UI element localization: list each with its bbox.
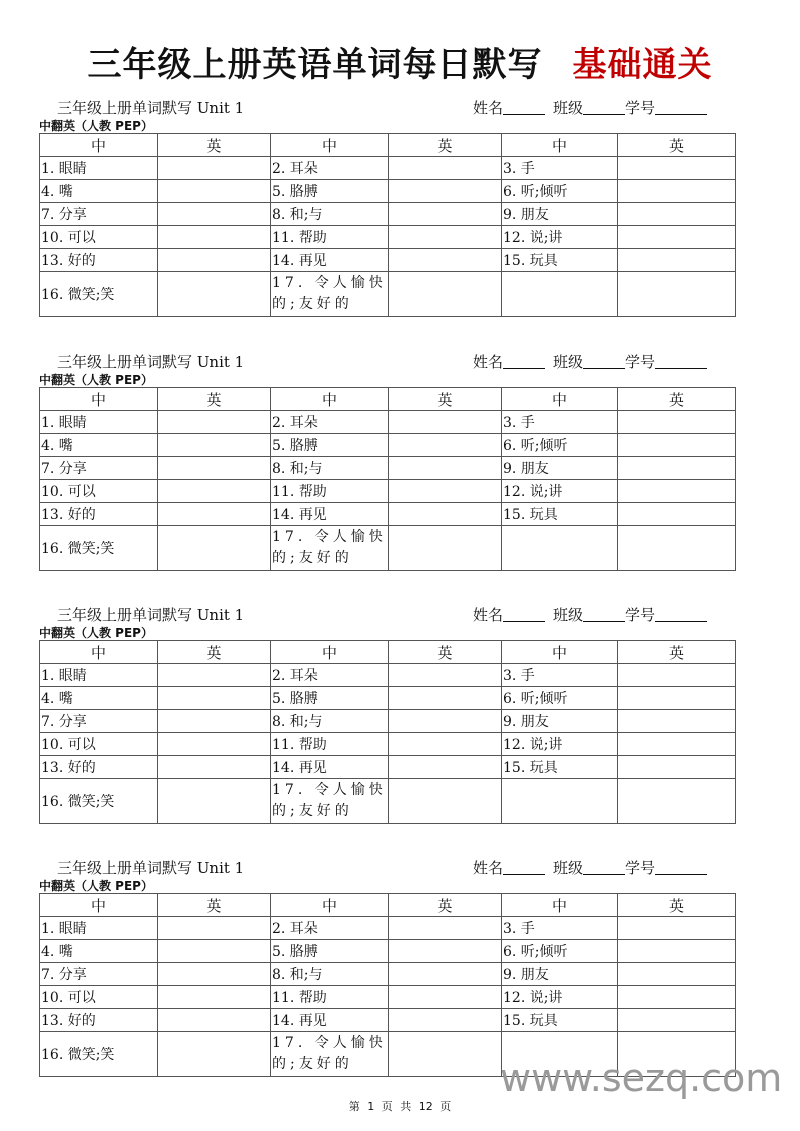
chinese-word-cell: 1. 眼睛 <box>40 917 158 940</box>
chinese-word-cell: 1. 眼睛 <box>40 157 158 180</box>
table-row <box>40 664 736 687</box>
page-title-main: 三年级上册英语单词每日默写 <box>87 45 543 85</box>
chinese-word-cell: 3. 手 <box>502 664 618 687</box>
english-answer-cell[interactable] <box>618 940 736 963</box>
english-answer-cell[interactable] <box>158 1009 271 1032</box>
class-field[interactable] <box>583 100 625 115</box>
chinese-word-cell: 14. 再见 <box>271 503 389 526</box>
english-answer-cell[interactable] <box>618 411 736 434</box>
table-row <box>40 687 736 710</box>
chinese-word-cell: 8. 和;与 <box>271 710 389 733</box>
table-row <box>40 756 736 779</box>
chinese-word-cell: 4. 嘴 <box>40 180 158 203</box>
chinese-word-cell: 15. 玩具 <box>502 503 618 526</box>
chinese-word-cell: 16. 微笑;笑 <box>40 779 158 824</box>
class-label: 班级 <box>553 99 584 117</box>
chinese-word-cell: 12. 说;讲 <box>502 986 618 1009</box>
chinese-word-cell: 14. 再见 <box>271 1009 389 1032</box>
chinese-word-cell: 7. 分享 <box>40 457 158 480</box>
dictation-block <box>39 99 735 317</box>
chinese-word-cell: 13. 好的 <box>40 249 158 272</box>
table-row <box>40 503 736 526</box>
name-field[interactable] <box>503 100 545 115</box>
english-answer-cell[interactable] <box>389 733 502 756</box>
table-row <box>40 986 736 1009</box>
english-answer-cell[interactable] <box>158 917 271 940</box>
english-answer-cell[interactable] <box>618 503 736 526</box>
english-answer-cell[interactable] <box>158 226 271 249</box>
name-label: 姓名 <box>473 99 504 117</box>
english-answer-cell[interactable] <box>389 940 502 963</box>
table-row <box>40 411 736 434</box>
english-answer-cell[interactable] <box>618 733 736 756</box>
block-subtitle: 中翻英（人教 PEP） <box>39 119 153 133</box>
vocab-table <box>39 893 736 1077</box>
chinese-word-cell: 8. 和;与 <box>271 457 389 480</box>
english-answer-cell[interactable] <box>618 986 736 1009</box>
chinese-word-cell: 2. 耳朵 <box>271 157 389 180</box>
table-row <box>40 779 736 824</box>
english-answer-cell[interactable] <box>389 779 502 824</box>
english-answer-cell[interactable] <box>389 710 502 733</box>
chinese-word-cell: 14. 再见 <box>271 249 389 272</box>
chinese-word-cell: 4. 嘴 <box>40 687 158 710</box>
chinese-word-cell: 8. 和;与 <box>271 203 389 226</box>
chinese-word-cell: 15. 玩具 <box>502 1009 618 1032</box>
chinese-word-cell: 10. 可以 <box>40 986 158 1009</box>
chinese-word-cell: 7. 分享 <box>40 710 158 733</box>
english-answer-cell[interactable] <box>618 157 736 180</box>
chinese-word-cell: 13. 好的 <box>40 503 158 526</box>
english-answer-cell[interactable] <box>158 1032 271 1077</box>
name-field[interactable] <box>503 354 545 369</box>
chinese-word-cell: 5. 胳膊 <box>271 687 389 710</box>
chinese-word-cell: 11. 帮助 <box>271 986 389 1009</box>
id-field[interactable] <box>655 100 707 115</box>
chinese-word-cell: 17. 令人愉快的;友好的 <box>271 1032 389 1077</box>
table-row <box>40 480 736 503</box>
table-row <box>40 1009 736 1032</box>
english-answer-cell[interactable] <box>618 457 736 480</box>
english-answer-cell[interactable] <box>389 526 502 571</box>
chinese-word-cell: 1. 眼睛 <box>40 664 158 687</box>
dictation-block <box>39 353 735 571</box>
block-heading: 三年级上册单词默写 Unit 1 <box>57 859 245 877</box>
english-answer-cell[interactable] <box>618 249 736 272</box>
english-answer-cell[interactable] <box>389 272 502 317</box>
chinese-word-cell: 3. 手 <box>502 411 618 434</box>
column-header-chinese: 中 <box>502 641 618 664</box>
column-header-english: 英 <box>389 388 502 411</box>
page-title <box>0 40 800 90</box>
chinese-word-cell: 13. 好的 <box>40 1009 158 1032</box>
column-header-english: 英 <box>618 894 736 917</box>
chinese-word-cell: 11. 帮助 <box>271 480 389 503</box>
english-answer-cell[interactable] <box>618 272 736 317</box>
class-field[interactable] <box>583 607 625 622</box>
english-answer-cell[interactable] <box>618 756 736 779</box>
chinese-word-cell: 8. 和;与 <box>271 963 389 986</box>
chinese-word-cell: 7. 分享 <box>40 963 158 986</box>
chinese-word-cell: 6. 听;倾听 <box>502 940 618 963</box>
chinese-word-cell: 16. 微笑;笑 <box>40 1032 158 1077</box>
vocab-table <box>39 133 736 317</box>
class-label: 班级 <box>553 606 584 624</box>
chinese-word-cell: 17. 令人愉快的;友好的 <box>271 779 389 824</box>
column-header-chinese: 中 <box>271 894 389 917</box>
table-row <box>40 226 736 249</box>
block-subtitle: 中翻英（人教 PEP） <box>39 373 153 387</box>
column-header-english: 英 <box>158 388 271 411</box>
name-label: 姓名 <box>473 353 504 371</box>
english-answer-cell[interactable] <box>158 434 271 457</box>
english-answer-cell[interactable] <box>389 917 502 940</box>
english-answer-cell[interactable] <box>158 756 271 779</box>
english-answer-cell[interactable] <box>158 203 271 226</box>
english-answer-cell[interactable] <box>158 963 271 986</box>
chinese-word-cell <box>502 272 618 317</box>
column-header-english: 英 <box>158 641 271 664</box>
chinese-word-cell: 11. 帮助 <box>271 226 389 249</box>
table-row <box>40 203 736 226</box>
table-row <box>40 249 736 272</box>
english-answer-cell[interactable] <box>158 249 271 272</box>
table-row <box>40 157 736 180</box>
block-heading: 三年级上册单词默写 Unit 1 <box>57 606 245 624</box>
english-answer-cell[interactable] <box>158 687 271 710</box>
chinese-word-cell: 4. 嘴 <box>40 940 158 963</box>
english-answer-cell[interactable] <box>389 1032 502 1077</box>
chinese-word-cell: 11. 帮助 <box>271 733 389 756</box>
id-field[interactable] <box>655 860 707 875</box>
column-header-chinese: 中 <box>40 894 158 917</box>
english-answer-cell[interactable] <box>618 526 736 571</box>
student-info <box>473 351 707 372</box>
english-answer-cell[interactable] <box>158 411 271 434</box>
block-heading: 三年级上册单词默写 Unit 1 <box>57 353 245 371</box>
english-answer-cell[interactable] <box>158 710 271 733</box>
block-heading: 三年级上册单词默写 Unit 1 <box>57 99 245 117</box>
id-label: 学号 <box>625 606 656 624</box>
english-answer-cell[interactable] <box>389 687 502 710</box>
english-answer-cell[interactable] <box>618 710 736 733</box>
english-answer-cell[interactable] <box>389 756 502 779</box>
student-info <box>473 97 707 118</box>
english-answer-cell[interactable] <box>158 157 271 180</box>
chinese-word-cell: 1. 眼睛 <box>40 411 158 434</box>
vocab-table <box>39 387 736 571</box>
column-header-chinese: 中 <box>271 641 389 664</box>
student-info <box>473 604 707 625</box>
english-answer-cell[interactable] <box>618 226 736 249</box>
page-footer: 第 1 页 共 12 页 <box>348 1100 452 1113</box>
column-header-english: 英 <box>158 894 271 917</box>
table-row <box>40 180 736 203</box>
table-row <box>40 457 736 480</box>
english-answer-cell[interactable] <box>158 526 271 571</box>
table-row <box>40 940 736 963</box>
chinese-word-cell: 16. 微笑;笑 <box>40 272 158 317</box>
english-answer-cell[interactable] <box>618 963 736 986</box>
chinese-word-cell: 15. 玩具 <box>502 756 618 779</box>
dictation-block <box>39 859 735 1077</box>
class-label: 班级 <box>553 859 584 877</box>
english-answer-cell[interactable] <box>158 272 271 317</box>
english-answer-cell[interactable] <box>618 687 736 710</box>
chinese-word-cell: 14. 再见 <box>271 756 389 779</box>
english-answer-cell[interactable] <box>389 203 502 226</box>
id-field[interactable] <box>655 607 707 622</box>
english-answer-cell[interactable] <box>158 779 271 824</box>
class-label: 班级 <box>553 353 584 371</box>
table-header-row <box>40 641 736 664</box>
name-label: 姓名 <box>473 606 504 624</box>
column-header-chinese: 中 <box>40 134 158 157</box>
column-header-english: 英 <box>618 641 736 664</box>
page-title-accent: 基础通关 <box>572 45 713 85</box>
english-answer-cell[interactable] <box>389 1009 502 1032</box>
english-answer-cell[interactable] <box>618 664 736 687</box>
watermark: www.sezq.com <box>500 1056 783 1100</box>
id-field[interactable] <box>655 354 707 369</box>
english-answer-cell[interactable] <box>389 664 502 687</box>
english-answer-cell[interactable] <box>389 157 502 180</box>
english-answer-cell[interactable] <box>389 434 502 457</box>
english-answer-cell[interactable] <box>389 180 502 203</box>
english-answer-cell[interactable] <box>389 411 502 434</box>
table-row <box>40 963 736 986</box>
table-header-row <box>40 388 736 411</box>
column-header-english: 英 <box>389 134 502 157</box>
column-header-english: 英 <box>158 134 271 157</box>
english-answer-cell[interactable] <box>618 917 736 940</box>
id-label: 学号 <box>625 859 656 877</box>
class-field[interactable] <box>583 860 625 875</box>
chinese-word-cell: 13. 好的 <box>40 756 158 779</box>
column-header-chinese: 中 <box>502 134 618 157</box>
id-label: 学号 <box>625 99 656 117</box>
table-header-row <box>40 894 736 917</box>
chinese-word-cell: 12. 说;讲 <box>502 733 618 756</box>
chinese-word-cell: 2. 耳朵 <box>271 411 389 434</box>
chinese-word-cell: 10. 可以 <box>40 226 158 249</box>
column-header-english: 英 <box>389 641 502 664</box>
chinese-word-cell: 5. 胳膊 <box>271 940 389 963</box>
table-row <box>40 917 736 940</box>
chinese-word-cell: 17. 令人愉快的;友好的 <box>271 526 389 571</box>
english-answer-cell[interactable] <box>389 503 502 526</box>
table-row <box>40 710 736 733</box>
chinese-word-cell: 9. 朋友 <box>502 457 618 480</box>
english-answer-cell[interactable] <box>158 664 271 687</box>
chinese-word-cell: 12. 说;讲 <box>502 226 618 249</box>
column-header-chinese: 中 <box>40 641 158 664</box>
student-info <box>473 857 707 878</box>
chinese-word-cell: 5. 胳膊 <box>271 434 389 457</box>
chinese-word-cell: 15. 玩具 <box>502 249 618 272</box>
english-answer-cell[interactable] <box>389 226 502 249</box>
english-answer-cell[interactable] <box>618 203 736 226</box>
column-header-chinese: 中 <box>502 388 618 411</box>
name-field[interactable] <box>503 860 545 875</box>
chinese-word-cell: 2. 耳朵 <box>271 917 389 940</box>
chinese-word-cell: 6. 听;倾听 <box>502 434 618 457</box>
chinese-word-cell: 9. 朋友 <box>502 710 618 733</box>
chinese-word-cell: 5. 胳膊 <box>271 180 389 203</box>
chinese-word-cell: 9. 朋友 <box>502 963 618 986</box>
block-subtitle: 中翻英（人教 PEP） <box>39 626 153 640</box>
name-field[interactable] <box>503 607 545 622</box>
column-header-chinese: 中 <box>40 388 158 411</box>
english-answer-cell[interactable] <box>618 480 736 503</box>
table-header-row <box>40 134 736 157</box>
chinese-word-cell: 10. 可以 <box>40 480 158 503</box>
english-answer-cell[interactable] <box>389 963 502 986</box>
english-answer-cell[interactable] <box>389 249 502 272</box>
chinese-word-cell <box>502 779 618 824</box>
column-header-chinese: 中 <box>271 388 389 411</box>
chinese-word-cell: 7. 分享 <box>40 203 158 226</box>
chinese-word-cell: 6. 听;倾听 <box>502 180 618 203</box>
english-answer-cell[interactable] <box>158 986 271 1009</box>
english-answer-cell[interactable] <box>158 940 271 963</box>
english-answer-cell[interactable] <box>389 457 502 480</box>
chinese-word-cell: 2. 耳朵 <box>271 664 389 687</box>
english-answer-cell[interactable] <box>158 503 271 526</box>
chinese-word-cell <box>502 526 618 571</box>
vocab-table <box>39 640 736 824</box>
table-row <box>40 526 736 571</box>
dictation-block <box>39 606 735 824</box>
chinese-word-cell: 3. 手 <box>502 157 618 180</box>
chinese-word-cell: 9. 朋友 <box>502 203 618 226</box>
english-answer-cell[interactable] <box>618 1009 736 1032</box>
english-answer-cell[interactable] <box>618 779 736 824</box>
english-answer-cell[interactable] <box>618 180 736 203</box>
column-header-english: 英 <box>389 894 502 917</box>
column-header-chinese: 中 <box>502 894 618 917</box>
column-header-english: 英 <box>618 388 736 411</box>
english-answer-cell[interactable] <box>158 480 271 503</box>
chinese-word-cell: 3. 手 <box>502 917 618 940</box>
id-label: 学号 <box>625 353 656 371</box>
table-row <box>40 733 736 756</box>
english-answer-cell[interactable] <box>389 986 502 1009</box>
column-header-chinese: 中 <box>271 134 389 157</box>
english-answer-cell[interactable] <box>158 733 271 756</box>
english-answer-cell[interactable] <box>158 457 271 480</box>
class-field[interactable] <box>583 354 625 369</box>
block-subtitle: 中翻英（人教 PEP） <box>39 879 153 893</box>
chinese-word-cell: 12. 说;讲 <box>502 480 618 503</box>
chinese-word-cell: 16. 微笑;笑 <box>40 526 158 571</box>
chinese-word-cell: 4. 嘴 <box>40 434 158 457</box>
chinese-word-cell: 10. 可以 <box>40 733 158 756</box>
chinese-word-cell: 6. 听;倾听 <box>502 687 618 710</box>
table-row <box>40 434 736 457</box>
column-header-english: 英 <box>618 134 736 157</box>
chinese-word-cell: 17. 令人愉快的;友好的 <box>271 272 389 317</box>
english-answer-cell[interactable] <box>389 480 502 503</box>
english-answer-cell[interactable] <box>158 180 271 203</box>
name-label: 姓名 <box>473 859 504 877</box>
english-answer-cell[interactable] <box>618 434 736 457</box>
table-row <box>40 272 736 317</box>
